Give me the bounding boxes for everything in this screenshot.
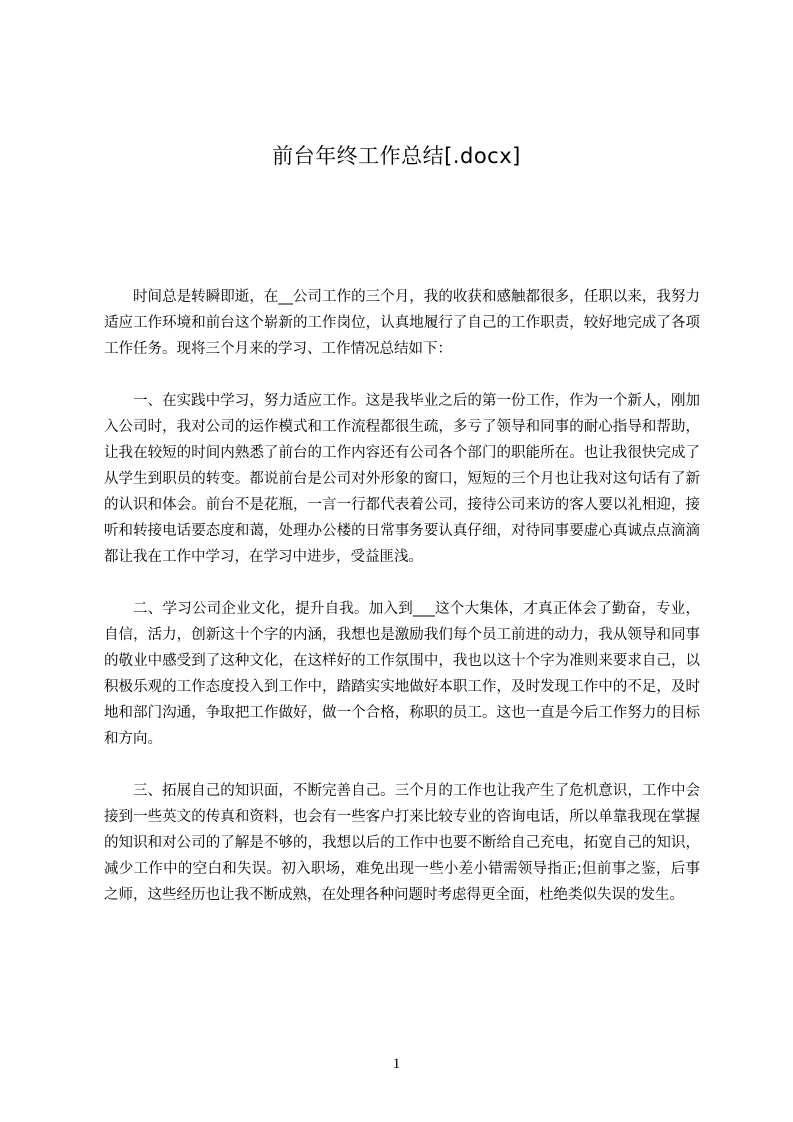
paragraph-section-3: 三、拓展自己的知识面，不断完善自己。三个月的工作也让我产生了危机意识，工作中会接到一些英文的传真和资料，也会有一些客户打来比较专业的咨询电话，所以单靠我现在掌握的知识和对公司的了解是不够的，我想以后的工作中也要不断给自己充电，拓宽自己的知识，减少工作中的空白和失误。初入职场，难免出现一些小差小错需领导指正;但前事之鉴，后事之师，这些经历也让我不断成熟，在处理各种问题时考虑得更全面，杜绝类似失误的发生。 [104, 783, 700, 903]
paragraph-section-1: 一、在实践中学习，努力适应工作。这是我毕业之后的第一份工作，作为一个新人，刚加入公司时，我对公司的运作模式和工作流程都很生疏，多亏了领导和同事的耐心指导和帮助，让我在较短的时间内熟悉了前台的工作内容还有公司各个部门的职能所在。也让我很快完成了从学生到职员的转变。都说前台是公司对外形象的窗口，短短的三个月也让我对这句话有了新的认识和体会。前台不是花瓶，一言一行都代表着公司，接待公司来访的客人要以礼相迎，接听和转接电话要态度和蔼，处理办公楼的日常事务要认真仔细，对待同事要虚心真诚点点滴滴都让我在工作中学习，在学习中进步，受益匪浅。 [104, 393, 700, 565]
paragraph-section-2: 二、学习公司企业文化，提升自我。加入到___这个大集体，才真正体会了勤奋，专业，自信，活力，创新这十个字的内涵，我想也是激励我们每个员工前进的动力，我从领导和同事的敬业中感受到了这种文化，在这样好的工作氛围中，我也以这十个字为准则来要求自己，以积极乐观的工作态度投入到工作中，踏踏实实地做好本职工作，及时发现工作中的不足，及时地和部门沟通，争取把工作做好，做一个合格，称职的员工。这也一直是今后工作努力的目标和方向。 [104, 601, 700, 747]
page-number: 1 [392, 1056, 401, 1072]
document-title: 前台年终工作总结[.docx] [272, 144, 521, 168]
paragraph-intro: 时间总是转瞬即逝，在__公司工作的三个月，我的收获和感触都很多，任职以来，我努力适应工作环境和前台这个崭新的工作岗位，认真地履行了自己的工作职责，较好地完成了各项工作任务。现将三个月来的学习、工作情况总结如下： [104, 289, 700, 357]
document-body [104, 284, 700, 934]
